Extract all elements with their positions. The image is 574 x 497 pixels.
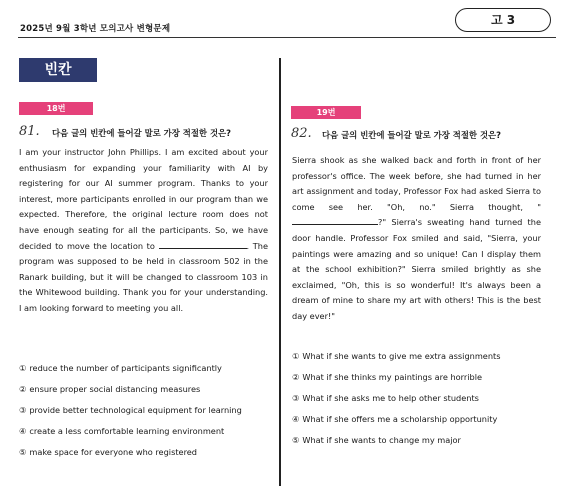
option-5-mark: ⑤: [292, 435, 300, 445]
option-3[interactable]: [292, 388, 554, 409]
passage-text-after-blank: . The program was supposed to be held in classroom 502 in the Ranark building, but it will be changed to classroom 103 in the Whitewood building. Thank you for your understanding. I am looking forward to meeting you all.: [19, 240, 268, 313]
question-18-passage: [19, 145, 268, 317]
passage-text-before-blank: I am your instructor John Phillips. I am excited about your enthusiasm for expanding your familiarity with AI by registering for our AI summer program. Thanks to your interest, more participants enrolled in our program than we expected. Therefore, the original lecture room does not have enough seating for all the participants. So, we have decided to move the location to: [19, 147, 268, 251]
option-4-mark: ④: [292, 414, 300, 424]
option-1[interactable]: [292, 346, 554, 367]
question-19-passage: [292, 153, 541, 325]
option-1-text: What if she wants to give me extra assignments: [302, 351, 501, 361]
option-3-mark: ③: [292, 393, 300, 403]
question-18-prompt: 다음 글의 빈칸에 들어갈 말로 가장 적절한 것은?: [52, 128, 231, 138]
option-1-text: reduce the number of participants significantly: [29, 363, 222, 373]
option-4[interactable]: [292, 409, 554, 430]
option-5-text: make space for everyone who registered: [29, 447, 198, 457]
option-4-mark: ④: [19, 426, 27, 436]
option-2[interactable]: [292, 367, 554, 388]
question-18-options: [19, 358, 274, 463]
header-divider: [18, 37, 556, 38]
option-2-text: ensure proper social distancing measures: [29, 384, 201, 394]
option-3-text: What if she asks me to help other students: [302, 393, 479, 403]
option-3[interactable]: [19, 400, 274, 421]
option-5[interactable]: [292, 430, 554, 451]
question-18-number: 81.: [19, 124, 40, 139]
question-19-options: [292, 346, 554, 451]
option-5-mark: ⑤: [19, 447, 27, 457]
answer-blank: [159, 248, 247, 249]
grade-badge: 고 3: [455, 8, 551, 32]
question-19-prompt: 다음 글의 빈칸에 들어갈 말로 가장 적절한 것은?: [322, 130, 501, 140]
option-2-mark: ②: [292, 372, 300, 382]
option-5-text: What if she wants to change my major: [302, 435, 461, 445]
option-1-mark: ①: [292, 351, 300, 361]
option-4[interactable]: [19, 421, 274, 442]
column-divider: [279, 58, 281, 486]
option-4-text: What if she offers me a scholarship opportunity: [302, 414, 498, 424]
option-4-text: create a less comfortable learning environment: [29, 426, 225, 436]
option-1[interactable]: [19, 358, 274, 379]
question-19-badge: 19번: [291, 106, 361, 119]
option-2-text: What if she thinks my paintings are horrible: [302, 372, 483, 382]
option-2[interactable]: [19, 379, 274, 400]
section-badge: 빈칸: [19, 58, 97, 82]
answer-blank: [292, 224, 378, 225]
passage-text-before-blank: Sierra shook as she walked back and forth in front of her professor's office. The week before, she had turned in her art assignment and today, Professor Fox had asked Sierra to come see her. "Oh, no." Sierra thought, ": [292, 155, 541, 212]
question-18-badge: 18번: [19, 102, 93, 115]
exam-title: 2025년 9월 3학년 모의고사 변형문제: [20, 24, 171, 34]
option-1-mark: ①: [19, 363, 27, 373]
option-3-mark: ③: [19, 405, 27, 415]
question-19-number: 82.: [291, 126, 312, 141]
option-2-mark: ②: [19, 384, 27, 394]
passage-text-after-blank: ?" Sierra's sweating hand turned the door handle. Professor Fox smiled and said, "Sierra, your paintings were amazing and so unique! Can I display them at the school exhibition?" Sierra smiled brightly as she exclaimed, "Oh, this is so wonderful! It's always been a dream of mine to share my art with others! This is the best day ever!": [292, 217, 541, 321]
option-5[interactable]: [19, 442, 274, 463]
option-3-text: provide better technological equipment for learning: [29, 405, 242, 415]
